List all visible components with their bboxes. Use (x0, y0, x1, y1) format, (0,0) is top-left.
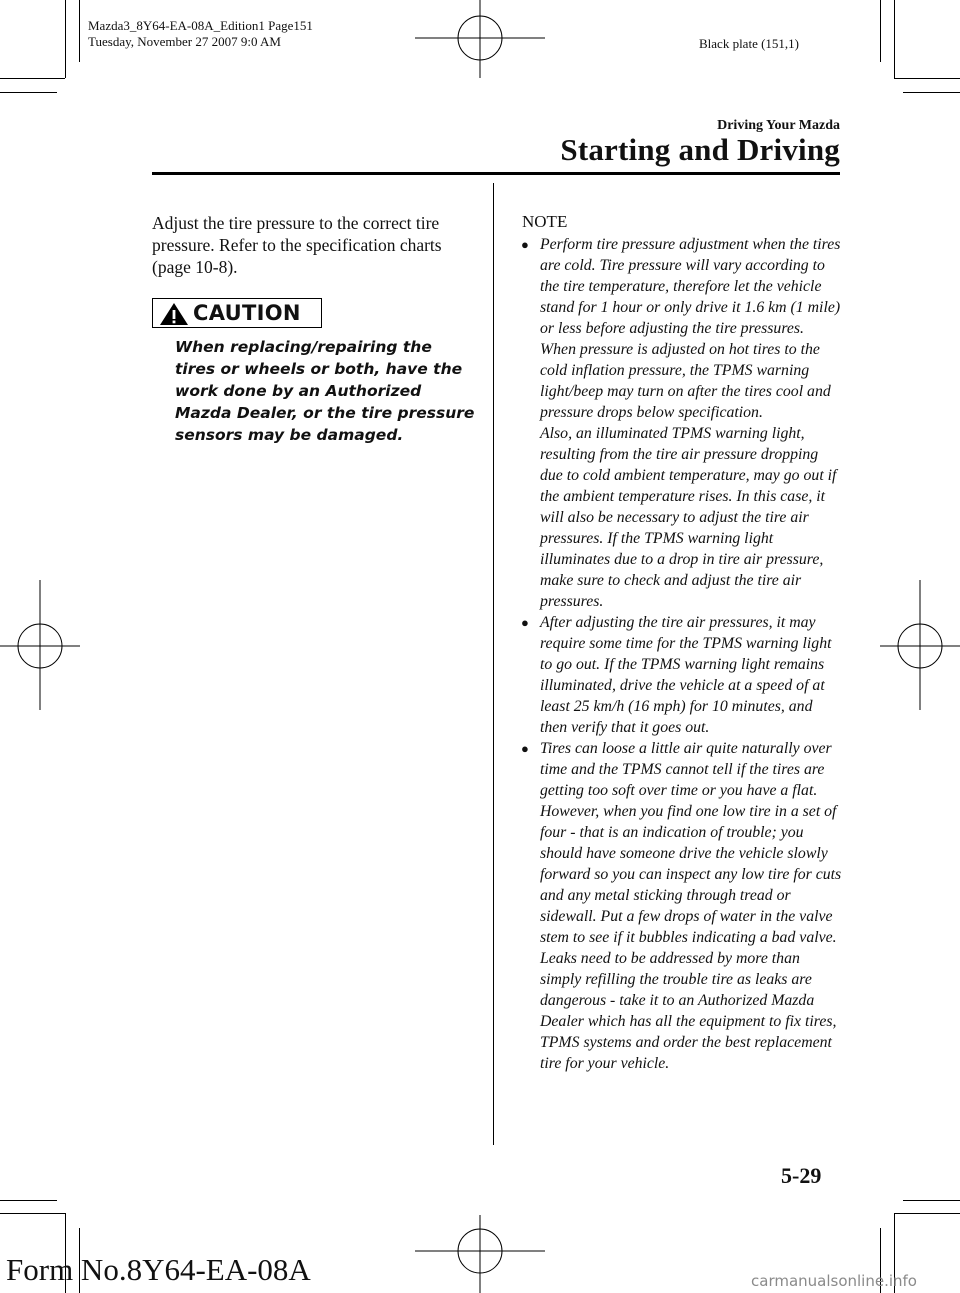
registration-mark-top-icon (415, 0, 545, 80)
intro-paragraph: Adjust the tire pressure to the correct tire pressure. Refer to the specification charts (page 10-8). (152, 213, 442, 277)
note-section (518, 212, 843, 1074)
note-item-continuation: Also, an illuminated TPMS warning light, resulting from the tire air pressure dropping due to cold ambient temperature, may go out if the ambient temperature rises. In this case, it will also be necessary to adjust the tire air pressures. If the TPMS warning light illuminates due to a drop in tire air pressure, make sure to check and adjust the tire air pressures. (540, 425, 837, 610)
bullet-icon: ● (521, 615, 529, 630)
registration-mark-right-icon (880, 580, 960, 710)
section-title: Driving Your Mazda (717, 118, 840, 133)
registration-mark-left-icon (0, 580, 80, 710)
chapter-title: Starting and Driving (560, 132, 840, 167)
note-item-text: After adjusting the tire air pressures, it may require some time for the TPMS warning light to go out. If the TPMS warning light remains illuminated, drive the vehicle at a speed of at least 25 km/h (16 mph) for 10 minutes, and then verify that it goes out. (540, 614, 832, 736)
warning-triangle-icon (159, 302, 189, 326)
form-number: Form No.8Y64-EA-08A (6, 1252, 311, 1287)
caution-label: CAUTION (193, 301, 301, 325)
note-title: NOTE (522, 212, 568, 231)
print-slug (88, 18, 313, 50)
note-item-text: Tires can loose a little air quite naturally over time and the TPMS cannot tell if the tires are getting too soft over time or you have a flat. However, when you find one low tire in a set of four - that is an indication of trouble; you should have someone drive the vehicle slowly forward so you can inspect any low tire for cuts and any metal sticking through tread or sidewall. Put a few drops of water in the valve stem to see if it bubbles indicating a bad valve. Leaks need to be addressed by more than simply refilling the trouble tire as leaks are dangerous - take it to an Authorized Mazda Dealer which has all the equipment to fix tires, TPMS systems and order the best replacement tire for your vehicle. (540, 740, 842, 1072)
note-item-text: Perform tire pressure adjustment when the tires are cold. Tire pressure will vary according to the tire temperature, therefore let the vehicle stand for 1 hour or only drive it 1.6 km (1 mile) or less before adjusting the tire pressures. When pressure is adjusted on hot tires to the cold inflation pressure, the TPMS warning light/beep may turn on after the tires cool and pressure drops below specification. (540, 236, 841, 421)
note-item (518, 738, 843, 1074)
bullet-icon: ● (521, 741, 529, 756)
caution-text: When replacing/repairing the tires or wheels or both, have the work done by an Authorized Mazda Dealer, or the tire pressure sensors may be damaged. (175, 338, 475, 444)
bullet-icon: ● (521, 237, 529, 252)
note-item (518, 234, 843, 612)
registration-mark-bottom-icon (415, 1215, 545, 1293)
slug-line-2: Tuesday, November 27 2007 9:0 AM (88, 34, 281, 49)
plate-label: Black plate (151,1) (699, 36, 799, 51)
note-item (518, 612, 843, 738)
page-number: 5-29 (781, 1163, 822, 1188)
watermark: carmanualsonline.info (751, 1272, 917, 1290)
header-rule (152, 172, 840, 175)
caution-box (152, 298, 322, 328)
slug-line-1: Mazda3_8Y64-EA-08A_Edition1 Page151 (88, 18, 313, 33)
note-list (518, 234, 843, 1074)
column-divider (493, 183, 494, 1145)
